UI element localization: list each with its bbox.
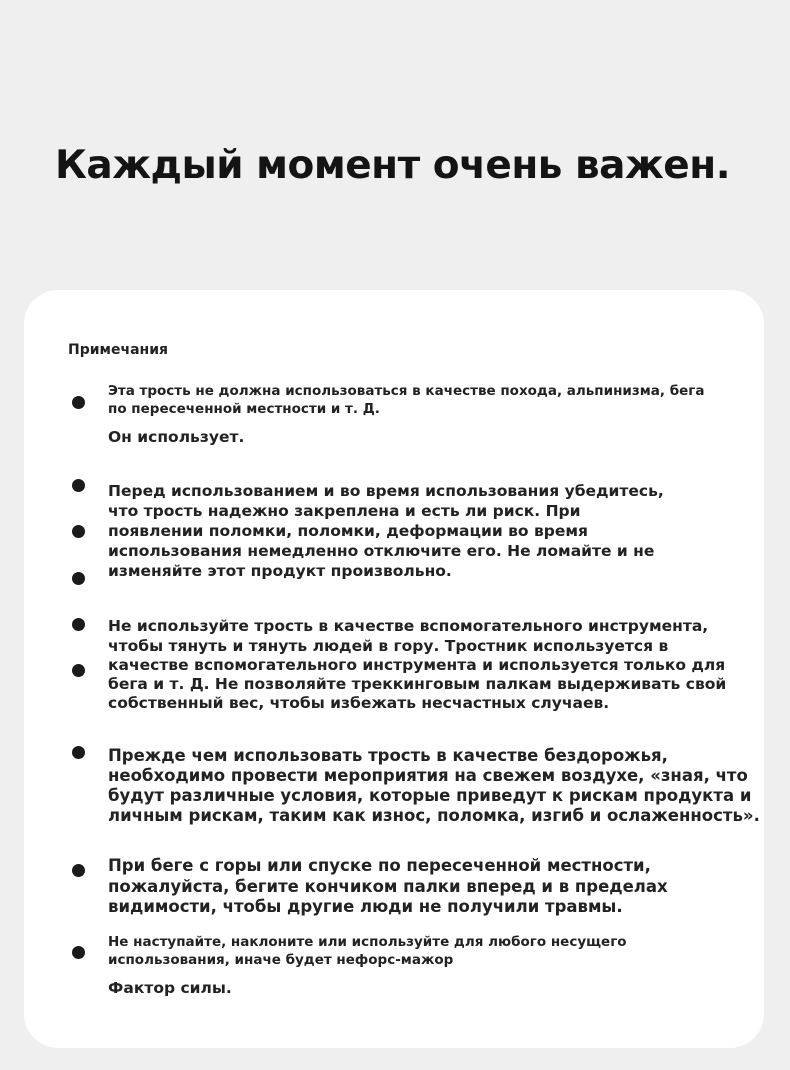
bullet-dot — [72, 946, 85, 959]
notes-card — [24, 290, 764, 1048]
notes-heading: Примечания — [68, 342, 169, 358]
note-5-line-3: видимости, чтобы другие люди не получили травмы. — [108, 897, 623, 916]
note-1-line-3: Он использует. — [108, 428, 245, 446]
page-title: Каждый момент очень важен. — [55, 143, 731, 188]
note-3-line-2: чтобы тянуть и тянуть людей в гору. Тростник используется в — [108, 637, 669, 655]
bullet-dot — [72, 618, 85, 631]
bullet-dot — [72, 664, 85, 677]
note-5-line-1: При беге с горы или спуске по пересеченной местности, — [108, 856, 651, 875]
note-2-line-5: изменяйте этот продукт произвольно. — [108, 562, 452, 580]
note-4-line-1: Прежде чем использовать трость в качестве бездорожья, — [108, 746, 668, 765]
bullet-dot — [72, 864, 85, 877]
note-1-line-1: Эта трость не должна использоваться в качестве похода, альпинизма, бега — [108, 383, 705, 399]
note-4-line-4: личным рискам, таким как износ, поломка, изгиб и ослаженность». — [108, 806, 760, 825]
note-3-line-4: бега и т. Д. Не позволяйте треккинговым палкам выдерживать свой — [108, 675, 727, 693]
note-3-line-1: Не используйте трость в качестве вспомогательного инструмента, — [108, 617, 709, 635]
bullet-dot — [72, 746, 85, 759]
bullet-dot — [72, 396, 85, 409]
note-2-line-3: появлении поломки, поломки, деформации во время — [108, 522, 588, 540]
bullet-dot — [72, 479, 85, 492]
bullet-dot — [72, 572, 85, 585]
note-4-line-2: необходимо провести мероприятия на свежем воздухе, «зная, что — [108, 766, 748, 785]
note-4-line-3: будут различные условия, которые приведут к рискам продукта и — [108, 786, 752, 805]
note-6-line-1: Не наступайте, наклоните или используйте для любого несущего — [108, 934, 627, 950]
note-2-line-4: использования немедленно отключите его. Не ломайте и не — [108, 542, 655, 560]
note-5-line-2: пожалуйста, бегите кончиком палки вперед и в пределах — [108, 877, 668, 896]
note-2-line-1: Перед использованием и во время использования убедитесь, — [108, 482, 664, 500]
note-6-line-3: Фактор силы. — [108, 979, 232, 997]
note-3-line-3: качестве вспомогательного инструмента и используется только для — [108, 656, 726, 674]
note-3-line-5: собственный вес, чтобы избежать несчастных случаев. — [108, 694, 610, 712]
bullet-dot — [72, 525, 85, 538]
note-6-line-2: использования, иначе будет нефорс-мажор — [108, 952, 454, 968]
note-1-line-2: по пересеченной местности и т. Д. — [108, 401, 380, 417]
note-2-line-2: что трость надежно закреплена и есть ли риск. При — [108, 502, 581, 520]
